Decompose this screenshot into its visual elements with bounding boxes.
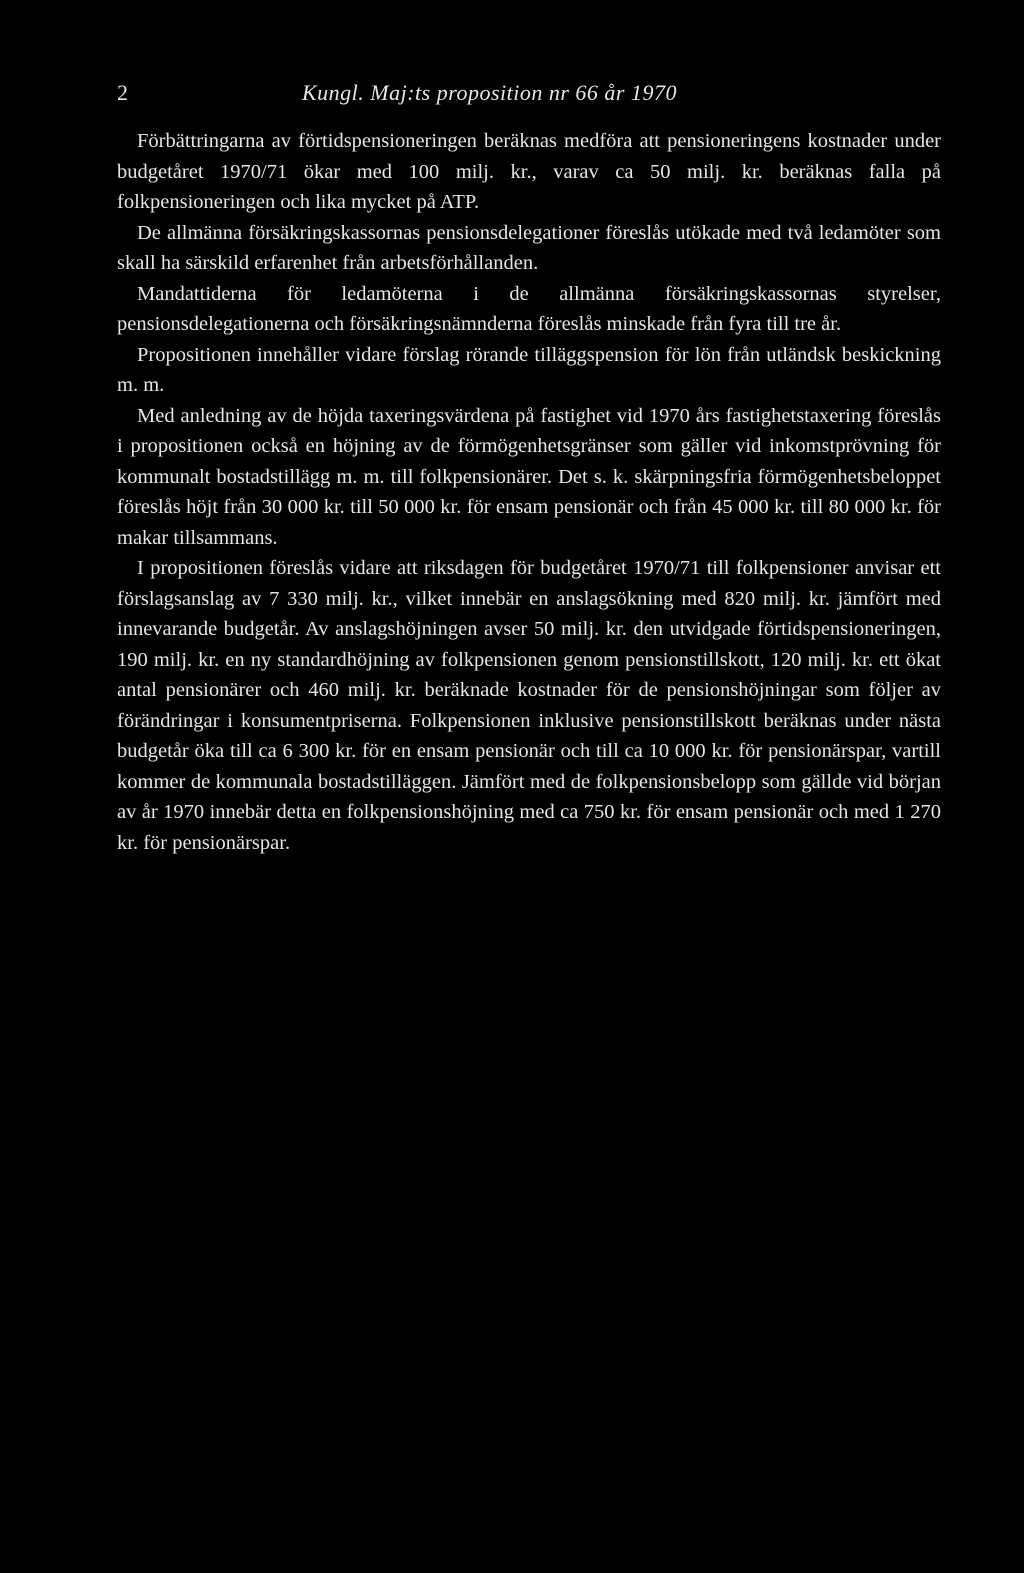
page-number: 2: [117, 80, 128, 105]
paragraph-supplementary-pension: Propositionen innehåller vidare förslag rörande tilläggspension för lön från utländsk beskickning m. m.: [117, 343, 941, 396]
running-head: [117, 80, 941, 116]
paragraph-appropriation: I propositionen föreslås vidare att riksdagen för budgetåret 1970/71 till folkpensioner anvisar ett förslagsanslag av 7 330 milj. kr., vilket innebär en anslagsökning med 820 milj. kr. jämfört med innevarande budgetår. Av anslagshöjningen avser 50 milj. kr. den utvidgade förtidspensioneringen, 190 milj. kr. en ny standardhöjning av folkpensionen genom pensionstillskott, 120 milj. kr. ett ökat antal pensionärer och 460 milj. kr. beräknade kostnader för de pensionshöjningar som följer av förändringar i konsumentpriserna. Folkpensionen inklusive pensionstillskott beräknas under nästa budgetår öka till ca 6 300 kr. för en ensam pensionär och till ca 10 000 kr. för pensionärspar, vartill kommer de kommunala bostadstilläggen. Jämfört med de folkpensionsbelopp som gällde vid början av år 1970 innebär detta en folkpensionshöjning med ca 750 kr. för ensam pensionär och med 1 270 kr. för pensionärspar.: [117, 557, 941, 854]
paragraph-wealth-limits: Med anledning av de höjda taxeringsvärdena på fastighet vid 1970 års fastighetstaxering föreslås i propositionen också en höjning av de förmögenhetsgränser som gäller vid inkomstprövning för kommunalt bostadstillägg m. m. till folkpensionärer. Det s. k. skärpningsfria förmögenhetsbeloppet föreslås höjt från 30 000 kr. till 50 000 kr. för ensam pensionär och från 45 000 kr. till 80 000 kr. för makar tillsammans.: [117, 404, 941, 549]
document-page: [117, 80, 941, 858]
paragraph-mandate-periods: Mandattiderna för ledamöterna i de allmänna försäkringskassornas styrelser, pensionsdelegationerna och försäkringsnämnderna föreslås minskade från fyra till tre år.: [117, 282, 941, 335]
body-text: [117, 126, 941, 858]
running-title: Kungl. Maj:ts proposition nr 66 år 1970: [302, 80, 677, 105]
paragraph-pension-delegations: De allmänna försäkringskassornas pensionsdelegationer föreslås utökade med två ledamöter som skall ha särskild erfarenhet från arbetsförhållanden.: [117, 221, 941, 274]
paragraph-pension-costs: Förbättringarna av förtidspensioneringen beräknas medföra att pensioneringens kostnader under budgetåret 1970/71 ökar med 100 milj. kr., varav ca 50 milj. kr. beräknas falla på folkpensioneringen och lika mycket på ATP.: [117, 130, 941, 213]
